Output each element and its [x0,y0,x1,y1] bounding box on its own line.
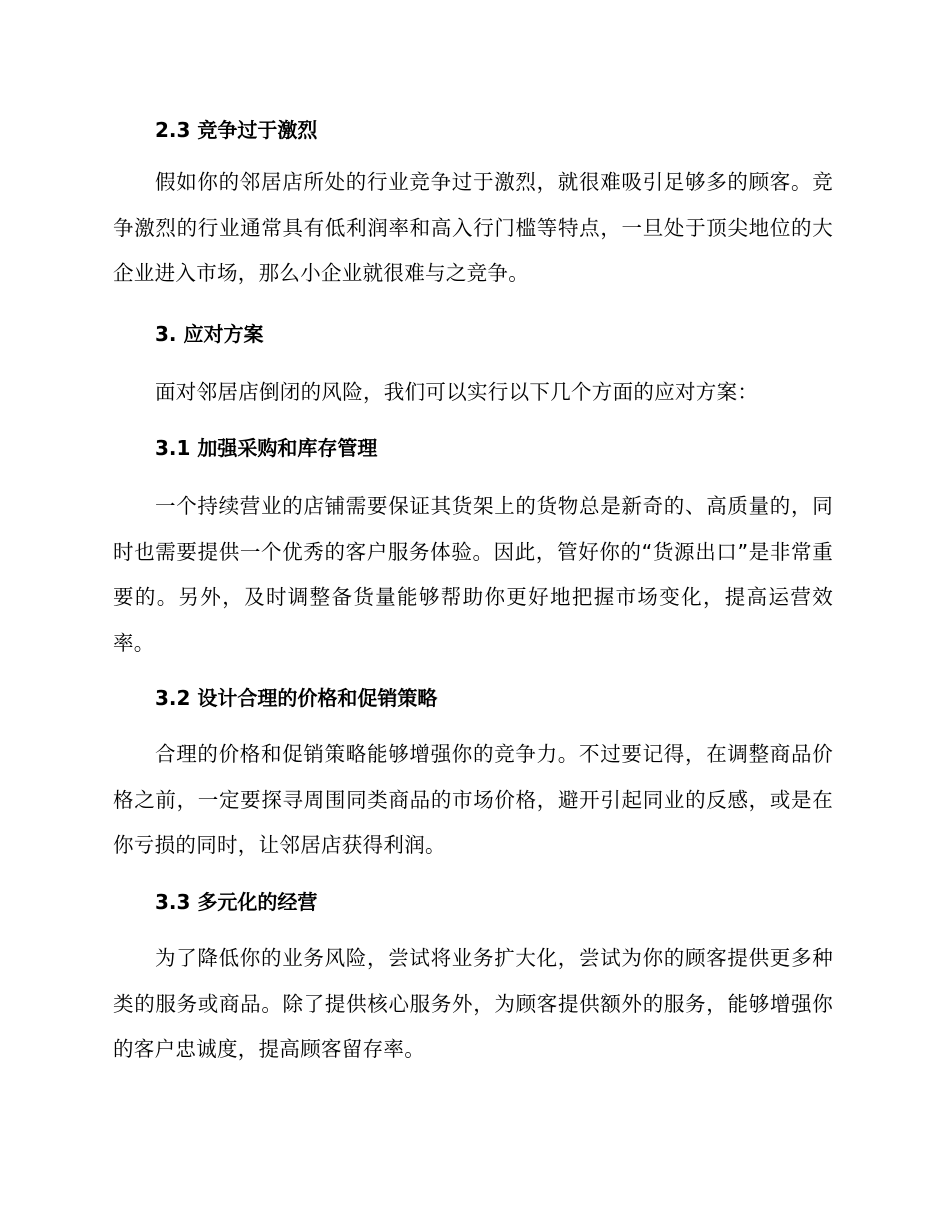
section-paragraph-3: 面对邻居店倒闭的风险，我们可以实行以下几个方面的应对方案： [155,380,759,404]
section-paragraph-3-1: 一个持续营业的店铺需要保证其货架上的货物总是新奇的、高质量的，同时也需要提供一个优秀的客户服务体验。因此，管好你的“货源出口”是非常重要的。另外，及时调整备货量能够帮助你更好地把握市场变化，提高运营效率。 [113,494,833,655]
section-paragraph-2-3: 假如你的邻居店所处的行业竞争过于激烈，就很难吸引足够多的顾客。竞争激烈的行业通常具有低利润率和高入行门槛等特点，一旦处于顶尖地位的大企业进入市场，那么小企业就很难与之竞争。 [113,170,833,285]
section-heading-3-2: 3.2 设计合理的价格和促销策略 [155,686,438,710]
section-heading-3-3: 3.3 多元化的经营 [155,890,318,914]
section-heading-3-1: 3.1 加强采购和库存管理 [155,436,378,460]
section-paragraph-3-2: 合理的价格和促销策略能够增强你的竞争力。不过要记得，在调整商品价格之前，一定要探寻周围同类商品的市场价格，避开引起同业的反感，或是在你亏损的同时，让邻居店获得利润。 [113,742,833,857]
section-heading-3: 3. 应对方案 [155,322,264,346]
section-heading-2-3: 2.3 竞争过于激烈 [155,118,318,142]
section-paragraph-3-3: 为了降低你的业务风险，尝试将业务扩大化，尝试为你的顾客提供更多种类的服务或商品。除了提供核心服务外，为顾客提供额外的服务，能够增强你的客户忠诚度，提高顾客留存率。 [113,946,833,1061]
